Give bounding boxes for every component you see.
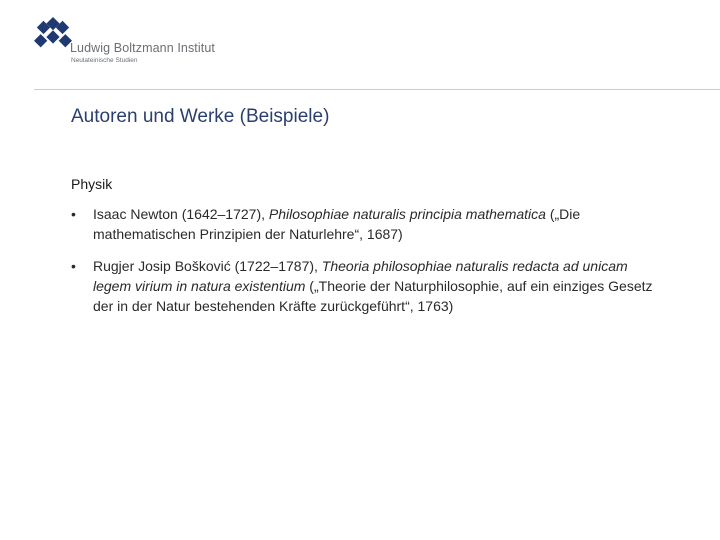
bullet-work-title: Theoria philosophiae naturalis redacta ad unicam legem virium in natura existentium xyxy=(93,258,628,294)
header-divider xyxy=(34,89,720,90)
logo-diamond-mark xyxy=(34,17,72,55)
section-heading: Physik xyxy=(71,176,113,192)
bullet-marker: • xyxy=(71,258,76,274)
bullet-translation: („Theorie der Naturphilosophie, auf ein einziges Gesetz der in der Natur bestehenden Kräfte zurückgeführt“, 1763) xyxy=(93,278,653,314)
bullet-list xyxy=(71,204,661,328)
bullet-item-newton xyxy=(71,204,661,244)
bullet-item-boskovic xyxy=(71,256,661,316)
bullet-author: Isaac Newton (1642–1727), xyxy=(93,206,269,222)
logo-name: Ludwig Boltzmann Institut xyxy=(70,41,215,55)
slide-title: Autoren und Werke (Beispiele) xyxy=(71,106,330,127)
bullet-author: Rugjer Josip Bošković (1722–1787), xyxy=(93,258,322,274)
logo-subtitle: Neulateinische Studien xyxy=(71,57,138,64)
bullet-translation: („Die mathematischen Prinzipien der Naturlehre“, 1687) xyxy=(93,206,581,242)
bullet-text xyxy=(93,256,661,316)
logo-diamond-left xyxy=(34,34,47,47)
bullet-text xyxy=(93,204,661,244)
logo-diamond-center xyxy=(46,30,59,43)
bullet-marker: • xyxy=(71,206,76,222)
institute-logo xyxy=(34,17,234,67)
bullet-work-title: Philosophiae naturalis principia mathematica xyxy=(268,206,546,222)
